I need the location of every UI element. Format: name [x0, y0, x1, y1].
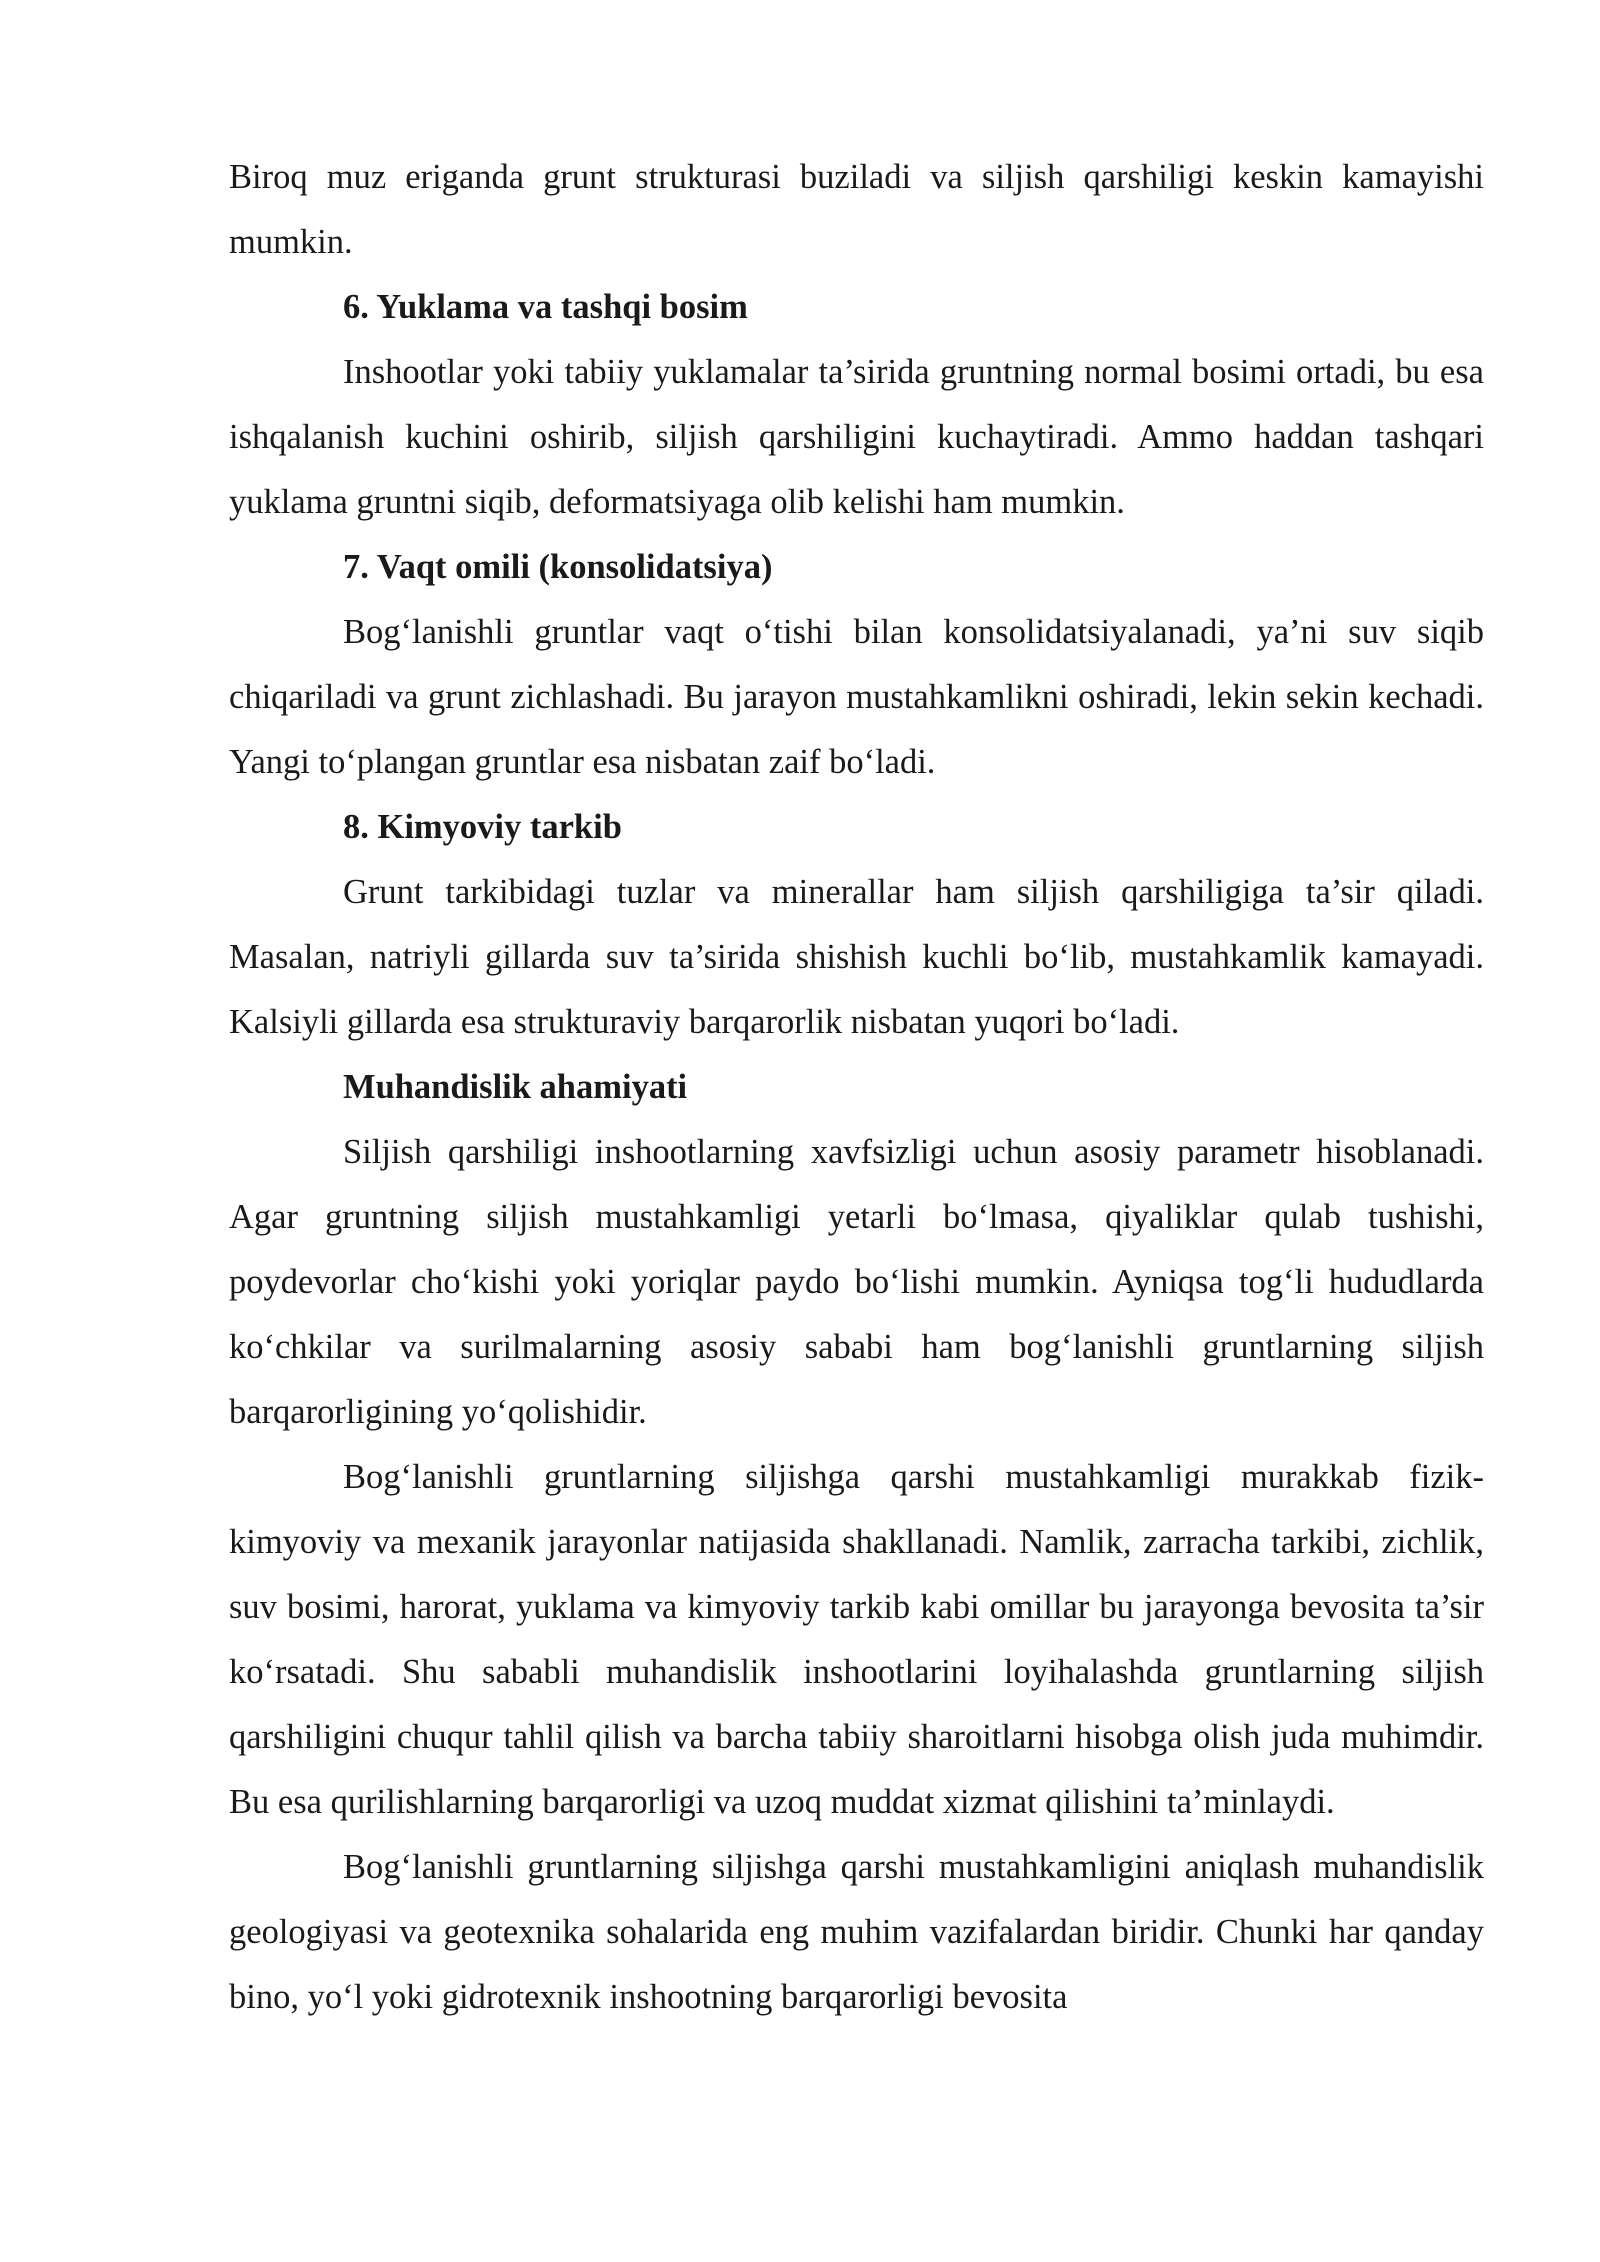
paragraph-muz-eriganda: Biroq muz eriganda grunt strukturasi buziladi va siljish qarshiligi keskin kamayishi mumkin.	[229, 158, 1484, 261]
paragraph-aniqlash: Bog‘lanishli gruntlarning siljishga qarshi mustahkamligini aniqlash muhandislik geologiyasi va geotexnika sohalarida eng muhim vazifalardan biridir. Chunki har qanday bino, yo‘l yoki gidrotexnik inshootning barqarorligi bevosita	[229, 1848, 1484, 2016]
heading-muhandislik-ahamiyati: Muhandislik ahamiyati	[343, 1068, 688, 1106]
paragraph-kimyoviy-tarkib: Grunt tarkibidagi tuzlar va minerallar ham siljish qarshiligiga ta’sir qiladi. Masalan, natriyli gillarda suv ta’sirida shishish kuchli bo‘lib, mustahkamlik kamayadi. Kalsiyli gillarda esa strukturaviy barqarorlik nisbatan yuqori bo‘ladi.	[229, 873, 1484, 1041]
heading-yuklama: 6. Yuklama va tashqi bosim	[343, 288, 748, 326]
heading-kimyoviy-tarkib: 8. Kimyoviy tarkib	[343, 808, 622, 846]
paragraph-vaqt-omili: Bog‘lanishli gruntlar vaqt o‘tishi bilan konsolidatsiyalanadi, ya’ni suv siqib chiqariladi va grunt zichlashadi. Bu jarayon mustahkamlikni oshiradi, lekin sekin kechadi. Yangi to‘plangan gruntlar esa nisbatan zaif bo‘ladi.	[229, 613, 1484, 781]
document-page	[229, 145, 1484, 2030]
heading-vaqt-omili: 7. Vaqt omili (konsolidatsiya)	[343, 548, 773, 586]
paragraph-yuklama: Inshootlar yoki tabiiy yuklamalar ta’sirida gruntning normal bosimi ortadi, bu esa ishqalanish kuchini oshirib, siljish qarshiligini kuchaytiradi. Ammo haddan tashqari yuklama gruntni siqib, deformatsiyaga olib kelishi ham mumkin.	[229, 353, 1484, 521]
paragraph-xulosa: Bog‘lanishli gruntlarning siljishga qarshi mustahkamligi murakkab fizik-kimyoviy va mexanik jarayonlar natijasida shakllanadi. Namlik, zarracha tarkibi, zichlik, suv bosimi, harorat, yuklama va kimyoviy tarkib kabi omillar bu jarayonga bevosita ta’sir ko‘rsatadi. Shu sababli muhandislik inshootlarini loyihalashda gruntlarning siljish qarshiligini chuqur tahlil qilish va barcha tabiiy sharoitlarni hisobga olish juda muhimdir. Bu esa qurilishlarning barqarorligi va uzoq muddat xizmat qilishini ta’minlaydi.	[229, 1458, 1484, 1821]
paragraph-muhandislik-ahamiyati: Siljish qarshiligi inshootlarning xavfsizligi uchun asosiy parametr hisoblanadi. Agar gruntning siljish mustahkamligi yetarli bo‘lmasa, qiyaliklar qulab tushishi, poydevorlar cho‘kishi yoki yoriqlar paydo bo‘lishi mumkin. Ayniqsa tog‘li hududlarda ko‘chkilar va surilmalarning asosiy sababi ham bog‘lanishli gruntlarning siljish barqarorligining yo‘qolishidir.	[229, 1133, 1484, 1431]
